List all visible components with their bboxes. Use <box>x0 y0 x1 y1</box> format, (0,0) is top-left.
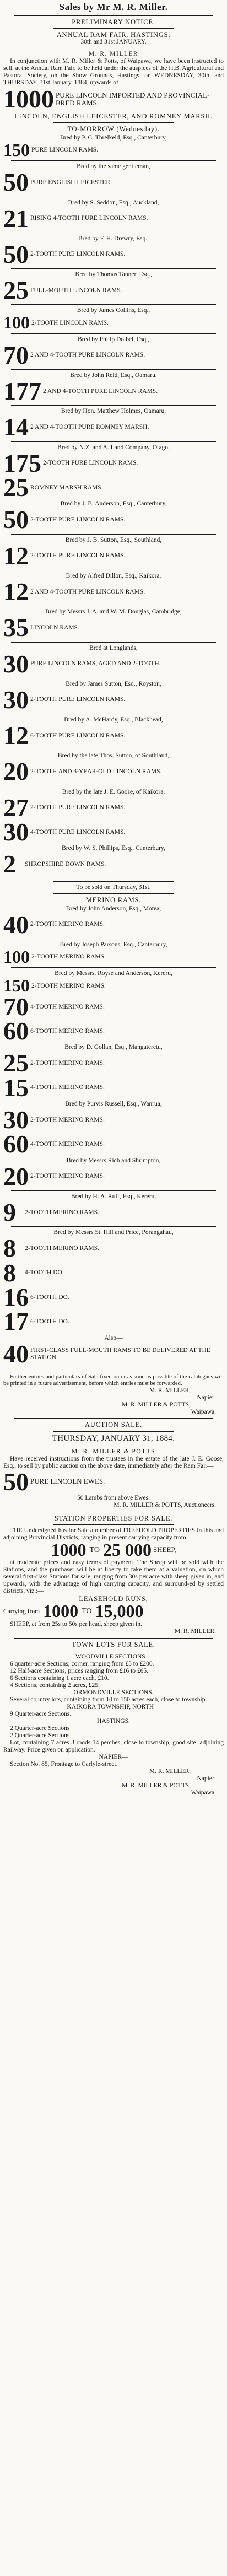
lot-row <box>3 1198 224 1226</box>
lot-number: 50 <box>3 1467 29 1496</box>
lot-description: 2-TOOTH MERINO RAMS. <box>30 921 105 928</box>
lot-row <box>3 978 224 994</box>
lot-description: 2-TOOTH MERINO RAMS. <box>25 1244 99 1252</box>
list-item: Several country lots, containing from 10 to 150 acres each, close to township. <box>10 1696 207 1703</box>
signature: M. R. MILLER & POTTS, <box>122 1401 191 1408</box>
lot-description: RISING 4-TOOTH PURE LINCOLN RAMS. <box>30 215 148 222</box>
breeder-line: Bred by H. A. Ruff, Esq., Kereru, <box>71 1193 156 1200</box>
list-item: 9 Quarter-acre Sections. <box>10 1710 72 1717</box>
range-from: 1000 <box>51 1539 87 1560</box>
lot-row <box>3 757 224 786</box>
lot-description: 4-TOOTH DO. <box>25 1269 64 1276</box>
list-item: 12 Half-acre Sections, prices ranging from £16 to £65. <box>10 1667 149 1674</box>
advertisement-column <box>3 2 224 1797</box>
runs-range <box>3 1603 224 1619</box>
breeds-line: LINCOLN, ENGLISH LEICESTER, AND ROMNEY MARSH. <box>14 112 213 120</box>
lot-number: 40 <box>3 910 29 939</box>
town-lots-list <box>3 1711 224 1718</box>
lot-row <box>3 139 224 160</box>
lot-description: 2-TOOTH PURE LINCOLN RAMS. <box>30 251 126 258</box>
breeder-line: Bred by Messrs Rich and Shrimpton, <box>66 1157 161 1164</box>
lot-number: 30 <box>3 1106 29 1134</box>
lot-description: 2-TOOTH MERINO RAMS. <box>30 1116 105 1123</box>
list-item: Lot, containing 7 acres 3 roods 14 perches, close to township, good site; adjoining Railway. Price given on application. <box>3 1739 224 1753</box>
lot-number: 35 <box>3 613 29 642</box>
lot-number: 150 <box>3 139 30 160</box>
wednesday-lots <box>3 134 224 879</box>
lot-number: 25 <box>3 473 29 502</box>
divider <box>53 122 174 123</box>
list-item: 4 Sections, containing 2 acres, £25. <box>10 1682 100 1689</box>
breeder-line: Bred by S. Seddon, Esq., Auckland, <box>68 199 159 206</box>
lot-number: 8 <box>3 1234 16 1263</box>
notice-body: In conjunction with M. R. Miller & Potts, of Waipawa, we have been instructed to sell, at the Annual Ram Fair, to be held under the auspices of the H.B. Agricultural and Pastoral Society, on the Show Grounds, Hastings, on WEDNESDAY, 30th, and THURSDAY, 31st January, 1884, upwards of <box>3 58 224 87</box>
breeder-line: Bred by F. H. Drewry, Esq., <box>78 235 149 242</box>
lot-number: 2 <box>3 850 16 879</box>
station-body-2: at moderate prices and easy terms of payment. The Sheep will be sold with the Stations, and the purchaser will be at liberty to take them at a valuation, on which several first-class Stations for sale, ranging from 30s per acre with sheep given in, and upwards, with the advantage of high carrying capacity, and surround-ed by settled districts, viz.:— <box>3 1559 224 1595</box>
divider <box>11 534 216 535</box>
lot-description: SHROPSHIRE DOWN RAMS. <box>25 860 106 867</box>
divider <box>11 1226 216 1227</box>
lot-row <box>3 992 224 1021</box>
runs-from: 1000 <box>43 1601 79 1621</box>
lot-number: 70 <box>3 992 29 1021</box>
lot-number: 50 <box>3 505 29 534</box>
divider <box>14 15 213 16</box>
lot-row <box>3 312 224 333</box>
lot-description: 4-TOOTH MERINO RAMS. <box>30 1084 105 1091</box>
sale-day: TO-MORROW (Wednesday). <box>67 125 160 133</box>
event-dates: 30th and 31st JANUARY. <box>80 39 147 46</box>
lot-description: 2 AND 4-TOOTH PURE ROMNEY MARSH. <box>30 424 149 431</box>
breeder-line: Bred by John Anderson, Esq., Motea, <box>66 905 161 912</box>
lot-number: 70 <box>3 341 29 369</box>
lot-number: 12 <box>3 577 29 606</box>
lot-number: 50 <box>3 240 29 268</box>
runs-to-word: TO <box>82 1607 92 1616</box>
lot-number: 60 <box>3 1130 29 1158</box>
lot-number: 12 <box>3 721 29 750</box>
list-item: 2 Quarter-acre Sections <box>10 1732 70 1739</box>
notice-title: STATION PROPERTIES FOR SALE. <box>54 1514 173 1522</box>
breeder-line: Bred by J. B. Anderson, Esq., Canterbury, <box>60 500 167 508</box>
breeder-line: Bred by the same gentleman, <box>77 163 150 170</box>
divider <box>11 405 216 406</box>
divider <box>11 268 216 269</box>
lot-number: 15 <box>3 1073 29 1102</box>
lot-row <box>3 1162 224 1190</box>
lot-description: PURE LINCOLN EWES. <box>30 1477 105 1486</box>
lot-row <box>3 818 224 846</box>
lot-description: 2-TOOTH MERINO RAMS. <box>30 1060 105 1067</box>
range-to: 25 000 <box>102 1539 152 1560</box>
lot-number: 177 <box>3 377 41 406</box>
lot-row <box>3 1282 224 1311</box>
divider <box>11 304 216 305</box>
breeder-line: Also— <box>104 1334 123 1341</box>
range-unit: SHEEP, <box>153 1545 176 1554</box>
signature-place: Waipawa. <box>191 1789 216 1796</box>
divider <box>11 1190 216 1191</box>
lot-row <box>3 949 224 965</box>
thursday-lots <box>3 906 224 1368</box>
breeder-line: Bred by James Sutton, Esq., Royston, <box>66 680 161 687</box>
breeder-line: Bred by Purvis Russell, Esq., Wanrua, <box>65 1101 162 1108</box>
auction-lot <box>3 1467 224 1496</box>
lot-description: 2-TOOTH MERINO RAMS. <box>31 982 106 989</box>
lot-row <box>3 613 224 642</box>
auction-body: Have received instructions from the trustees in the estate of the late J. E. Goose, Esq., to sell by public auction on the above date, immediately after the Ram Fair— <box>3 1455 224 1469</box>
lot-row <box>3 1339 224 1368</box>
breeder-line: Bred by Messrs J. A. and W. M. Douglas, Cambridge, <box>45 608 182 616</box>
lot-row <box>3 473 224 502</box>
lot-number: 12 <box>3 541 29 570</box>
section-subheading: KAIKORA TOWNSHIP, NORTH— <box>67 1703 160 1710</box>
lot-number: 27 <box>3 793 29 822</box>
lot-description: 2 AND 4-TOOTH PURE LINCOLN RAMS. <box>43 387 158 395</box>
section-subheading: HASTINGS. <box>97 1717 130 1724</box>
lot-description: PURE LINCOLN IMPORTED AND PROVINCIAL-BRED RAMS. <box>56 90 210 107</box>
lot-row <box>3 449 224 477</box>
divider <box>14 1418 213 1419</box>
lot-row <box>3 1307 224 1336</box>
signature-place: Waipawa. <box>191 1408 216 1415</box>
lot-number: 40 <box>3 1339 29 1368</box>
lot-row <box>3 341 224 369</box>
lot-row <box>3 685 224 714</box>
lot-row <box>3 541 224 570</box>
divider <box>53 881 174 882</box>
thursday-day: To be sold on Thursday, 31st. <box>76 883 151 891</box>
lot-description: PURE ENGLISH LEICESTER. <box>30 179 112 186</box>
lot-description: 2-TOOTH MERINO RAMS. <box>25 1209 99 1216</box>
station-range <box>3 1539 224 1560</box>
breeder-line: Bred by W. S. Phillips, Esq., Canterbury, <box>62 845 165 852</box>
breeder-line: Bred by the late Thos. Sutton, of Southland, <box>57 752 170 759</box>
lot-description: 2-TOOTH PURE LINCOLN RAMS. <box>30 804 126 811</box>
signature-place: Napier; <box>197 1394 216 1401</box>
lot-number: 20 <box>3 757 29 786</box>
further-entries-text: Further entries and particulars of Sale fixed on or as soon as possible of the catalogues will be printed in a future advertisement, before which entries must be forwarded. <box>3 1373 224 1387</box>
divider <box>14 1638 213 1639</box>
notice-title: AUCTION SALE. <box>84 1421 143 1429</box>
lot-number: 60 <box>3 1017 29 1046</box>
lot-number: 100 <box>3 947 30 967</box>
lot-number: 1000 <box>3 85 54 114</box>
breeder-line: Bred by Thomas Tanner, Esq., <box>75 271 152 278</box>
town-lots-list <box>3 1696 224 1704</box>
lot-number: 20 <box>3 1162 29 1190</box>
lot-number: 50 <box>3 168 29 197</box>
lot-description: 2-TOOTH PURE LINCOLN RAMS. <box>30 552 126 559</box>
lot-number: 21 <box>3 204 29 233</box>
breeder-line: Bred by J. B. Sutton, Esq., Southland, <box>65 536 162 543</box>
lot-row <box>3 793 224 822</box>
lot-description: 2-TOOTH PURE LINCOLN RAMS. <box>43 460 138 467</box>
lot-row <box>3 910 224 939</box>
lot-description: 2-TOOTH LINCOLN RAMS. <box>31 319 109 326</box>
auction-date: THURSDAY, JANUARY 31, 1884. <box>52 1433 175 1443</box>
signature: M. R. MILLER, <box>149 1767 191 1775</box>
lot-description: 2-TOOTH MERINO RAMS. <box>31 953 106 961</box>
breeder-line: Bred by N.Z. and A. Land Company, Otago, <box>57 444 170 451</box>
event-name: ANNUAL RAM FAIR, HASTINGS, <box>56 31 171 39</box>
lot-description: FULL-MOUTH LINCOLN RAMS. <box>30 287 122 294</box>
breeder-line: Bred by Messrs. Royse and Anderson, Kereru, <box>55 970 172 977</box>
divider <box>11 160 216 161</box>
signature: M. R. MILLER & POTTS, <box>122 1782 191 1789</box>
lot-row <box>3 850 224 879</box>
breeder-line: Bred by P. C. Threlkeld, Esq., Canterbury, <box>60 134 167 141</box>
lot-description: PURE LINCOLN RAMS, AGED AND 2-TOOTH. <box>30 660 161 667</box>
lot-row <box>3 413 224 441</box>
lot-row <box>3 577 224 606</box>
lot-description: 6-TOOTH PURE LINCOLN RAMS. <box>30 732 126 739</box>
lot-description: 4-TOOTH MERINO RAMS. <box>30 1141 105 1148</box>
list-item: 6 Sections containing 1 acre each, £10. <box>10 1674 109 1682</box>
breeder-line: Bred by James Collins, Esq., <box>77 307 150 314</box>
lot-row <box>3 1258 224 1287</box>
lot-number: 9 <box>3 1198 16 1226</box>
divider <box>53 1524 174 1525</box>
section-subheading: WOODVILLE SECTIONS— <box>75 1653 152 1660</box>
lot-description: 6-TOOTH DO. <box>30 1294 69 1301</box>
list-item: 6 quarter-acre Sections, corner, ranging from £5 to £200. <box>10 1660 154 1667</box>
lot-row <box>3 1049 224 1077</box>
breeder-line: Bred by A. McHardy, Esq., Blackhead, <box>64 716 163 724</box>
breeder-line: Bred by Joseph Parsons, Esq., Canterbury, <box>60 941 167 949</box>
divider <box>53 1431 174 1432</box>
auction-extra: 50 Lambs from above Ewes. <box>77 1494 150 1501</box>
lot-number: 100 <box>3 312 30 333</box>
signature: M. R. MILLER. <box>174 1627 216 1635</box>
lot-number: 25 <box>3 276 29 305</box>
divider <box>53 28 174 29</box>
lot-number: 150 <box>3 976 30 996</box>
signature: M. R. MILLER & POTTS, Auctioneers. <box>114 1501 216 1508</box>
lot-description: LINCOLN RAMS. <box>30 624 79 631</box>
divider <box>53 893 174 894</box>
breeder-line: Bred by the late J. E. Goose, of Kaikora, <box>62 788 165 795</box>
station-body-4: SHEEP, at from 25s to 50s per head, sheep given in. <box>10 1620 142 1627</box>
list-item: 2 Quarter-acre Sections <box>10 1724 70 1732</box>
breeder-line: Bred by Alfred Dillon, Esq., Kaikora, <box>66 572 161 579</box>
lot-row <box>3 1234 224 1263</box>
lot-row <box>3 204 224 233</box>
lot-description: 2-TOOTH AND 3-YEAR-OLD LINCOLN RAMS. <box>30 768 162 775</box>
town-lots-list <box>3 1661 224 1689</box>
range-to-word: TO <box>89 1545 100 1554</box>
breeder-line: Bred by Philip Dolbel, Esq., <box>77 336 149 343</box>
lot-row <box>3 1073 224 1102</box>
auction-firm: M. R. MILLER & POTTS <box>71 1448 156 1455</box>
divider <box>11 333 216 334</box>
runs-lead: Carrying from <box>3 1608 40 1615</box>
lot-row <box>3 721 224 750</box>
lot-description: 2-TOOTH PURE LINCOLN RAMS. <box>30 696 126 703</box>
column-header: Sales by Mr M. R. Miller. <box>59 2 168 12</box>
lot-row <box>3 240 224 268</box>
breeder-line: Bred by Messrs St. Hill and Price, Porangahau, <box>53 1229 174 1236</box>
lot-number: 30 <box>3 649 29 678</box>
lot-description: 2 AND 4-TOOTH PURE LINCOLN RAMS. <box>30 588 145 595</box>
breeder-line: Bred at Longlands, <box>89 644 138 651</box>
lead-lot <box>3 85 224 114</box>
leasehold-heading: LEASEHOLD RUNS, <box>79 1595 148 1603</box>
divider <box>11 441 216 442</box>
notice-title: PRELIMINARY NOTICE. <box>72 18 155 26</box>
lot-description: 6-TOOTH MERINO RAMS. <box>30 1027 105 1034</box>
divider <box>11 369 216 370</box>
lot-row <box>3 276 224 305</box>
lot-number: 175 <box>3 449 41 477</box>
lot-number: 25 <box>3 1049 29 1077</box>
lot-number: 14 <box>3 413 29 441</box>
lot-row <box>3 505 224 534</box>
lot-description: 2-TOOTH MERINO RAMS. <box>30 1173 105 1180</box>
lot-row <box>3 1017 224 1046</box>
signature-place: Napier; <box>197 1775 216 1782</box>
breeder-line: Bred by Hon. Matthew Holmes, Oamaru, <box>61 408 166 415</box>
lot-description: ROMNEY MARSH RAMS. <box>30 484 103 491</box>
lot-number: 30 <box>3 685 29 714</box>
breeder-line: Bred by John Reid, Esq., Oamaru, <box>70 372 157 379</box>
lot-number: 17 <box>3 1307 29 1336</box>
lot-description: 2 AND 4-TOOTH PURE LINCOLN RAMS. <box>30 352 145 359</box>
divider <box>11 642 216 643</box>
signature: M. R. MILLER, <box>149 1387 191 1394</box>
town-lots-list <box>3 1725 224 1754</box>
list-item: Section No. 85, Frontage to Carlyle-street. <box>10 1760 118 1767</box>
divider <box>11 967 216 968</box>
lot-description: 2-TOOTH PURE LINCOLN RAMS. <box>30 516 126 523</box>
lot-number: 8 <box>3 1258 16 1287</box>
station-body: THE Undersigned has for Sale a number of FREEHOLD PROPERTIES in this and adjoining Provincial Districts, ranging in present carrying capacity from <box>3 1527 224 1541</box>
section-subheading: ORMONDVILLE SECTIONS. <box>73 1689 154 1696</box>
notice-title: TOWN LOTS FOR SALE. <box>72 1640 155 1648</box>
auctioneer-name: M. R. MILLER <box>88 51 139 58</box>
lot-number: 30 <box>3 818 29 846</box>
lot-description: FIRST-CLASS FULL-MOUTH RAMS TO BE DELIVERED AT THE STATION. <box>30 1346 210 1361</box>
section-subheading: NAPIER— <box>99 1753 128 1760</box>
lot-description: PURE LINCOLN RAMS. <box>31 147 99 153</box>
lot-row <box>3 168 224 197</box>
lot-number: 16 <box>3 1282 29 1311</box>
breeder-line: Bred by D. Gollan, Esq., Mangateretu, <box>64 1044 163 1051</box>
merino-heading: MERINO RAMS. <box>85 896 142 904</box>
lot-row <box>3 377 224 406</box>
lot-row <box>3 1106 224 1134</box>
runs-to: 15,000 <box>95 1601 144 1621</box>
lot-description: 6-TOOTH DO. <box>30 1318 69 1325</box>
lot-row <box>3 649 224 678</box>
lot-row <box>3 1130 224 1158</box>
lot-description: 4-TOOTH PURE LINCOLN RAMS. <box>30 828 126 836</box>
town-lots-list <box>3 1761 224 1768</box>
lot-description: 4-TOOTH MERINO RAMS. <box>30 1003 105 1010</box>
